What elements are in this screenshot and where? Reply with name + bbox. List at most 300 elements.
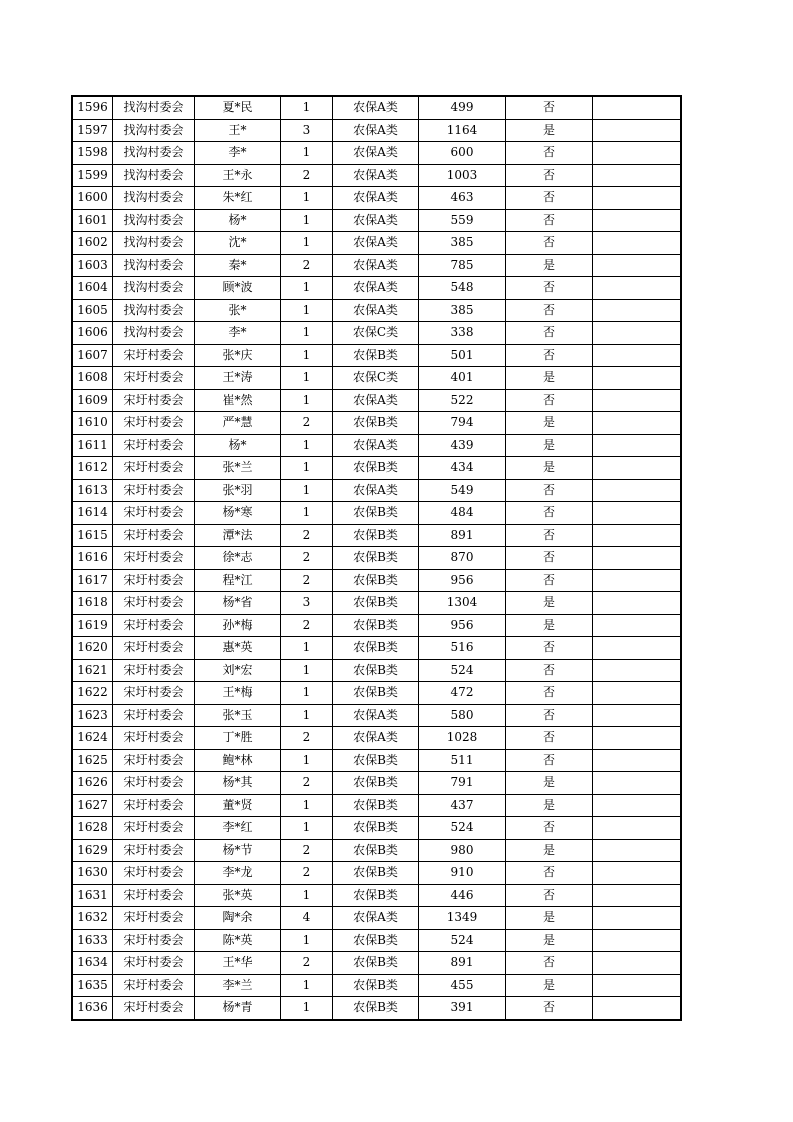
- household-size-cell: 1: [281, 794, 333, 817]
- name-cell: 刘*宏: [195, 659, 281, 682]
- village-committee-cell: 宋圩村委会: [113, 502, 195, 525]
- household-size-cell: 2: [281, 952, 333, 975]
- household-size-cell: 1: [281, 817, 333, 840]
- village-committee-cell: 宋圩村委会: [113, 907, 195, 930]
- name-cell: 王*: [195, 119, 281, 142]
- flag-cell: 否: [506, 344, 593, 367]
- household-size-cell: 2: [281, 727, 333, 750]
- flag-cell: 否: [506, 479, 593, 502]
- amount-cell: 522: [419, 389, 506, 412]
- household-size-cell: 1: [281, 457, 333, 480]
- flag-cell: 是: [506, 119, 593, 142]
- blank-cell-cell: [593, 187, 681, 210]
- village-committee-cell: 宋圩村委会: [113, 434, 195, 457]
- insurance-category-cell: 农保A类: [333, 142, 419, 165]
- table-row: [73, 277, 681, 300]
- village-committee-cell: 宋圩村委会: [113, 749, 195, 772]
- name-cell: 李*红: [195, 817, 281, 840]
- table-row: [73, 794, 681, 817]
- row-number-cell: 1625: [73, 749, 113, 772]
- village-committee-cell: 宋圩村委会: [113, 772, 195, 795]
- flag-cell: 否: [506, 749, 593, 772]
- insurance-category-cell: 农保B类: [333, 614, 419, 637]
- insurance-category-cell: 农保A类: [333, 209, 419, 232]
- name-cell: 夏*民: [195, 97, 281, 120]
- amount-cell: 455: [419, 974, 506, 997]
- name-cell: 杨*青: [195, 997, 281, 1020]
- table-row: [73, 862, 681, 885]
- flag-cell: 否: [506, 524, 593, 547]
- village-committee-cell: 宋圩村委会: [113, 704, 195, 727]
- row-number-cell: 1597: [73, 119, 113, 142]
- village-committee-cell: 宋圩村委会: [113, 997, 195, 1020]
- table-row: [73, 322, 681, 345]
- table-row: [73, 232, 681, 255]
- row-number-cell: 1635: [73, 974, 113, 997]
- row-number-cell: 1603: [73, 254, 113, 277]
- amount-cell: 484: [419, 502, 506, 525]
- data-table: [72, 96, 681, 1020]
- insurance-category-cell: 农保B类: [333, 547, 419, 570]
- table-row: [73, 659, 681, 682]
- insurance-category-cell: 农保A类: [333, 727, 419, 750]
- table-row: [73, 164, 681, 187]
- table-row: [73, 524, 681, 547]
- amount-cell: 870: [419, 547, 506, 570]
- insurance-category-cell: 农保B类: [333, 457, 419, 480]
- blank-cell-cell: [593, 614, 681, 637]
- insurance-category-cell: 农保C类: [333, 322, 419, 345]
- amount-cell: 385: [419, 299, 506, 322]
- row-number-cell: 1631: [73, 884, 113, 907]
- flag-cell: 否: [506, 727, 593, 750]
- household-size-cell: 1: [281, 434, 333, 457]
- blank-cell-cell: [593, 817, 681, 840]
- table-row: [73, 367, 681, 390]
- insurance-category-cell: 农保B类: [333, 749, 419, 772]
- household-size-cell: 1: [281, 232, 333, 255]
- name-cell: 张*: [195, 299, 281, 322]
- village-committee-cell: 找沟村委会: [113, 164, 195, 187]
- row-number-cell: 1629: [73, 839, 113, 862]
- blank-cell-cell: [593, 794, 681, 817]
- name-cell: 李*: [195, 142, 281, 165]
- household-size-cell: 1: [281, 637, 333, 660]
- blank-cell-cell: [593, 997, 681, 1020]
- village-committee-cell: 宋圩村委会: [113, 569, 195, 592]
- flag-cell: 否: [506, 299, 593, 322]
- household-size-cell: 2: [281, 614, 333, 637]
- row-number-cell: 1606: [73, 322, 113, 345]
- row-number-cell: 1600: [73, 187, 113, 210]
- blank-cell-cell: [593, 502, 681, 525]
- village-committee-cell: 宋圩村委会: [113, 727, 195, 750]
- table-row: [73, 299, 681, 322]
- blank-cell-cell: [593, 659, 681, 682]
- village-committee-cell: 找沟村委会: [113, 209, 195, 232]
- flag-cell: 否: [506, 97, 593, 120]
- blank-cell-cell: [593, 209, 681, 232]
- village-committee-cell: 找沟村委会: [113, 232, 195, 255]
- insurance-category-cell: 农保B类: [333, 682, 419, 705]
- row-number-cell: 1636: [73, 997, 113, 1020]
- village-committee-cell: 宋圩村委会: [113, 884, 195, 907]
- household-size-cell: 1: [281, 749, 333, 772]
- household-size-cell: 1: [281, 479, 333, 502]
- amount-cell: 439: [419, 434, 506, 457]
- insurance-category-cell: 农保B类: [333, 794, 419, 817]
- amount-cell: 1003: [419, 164, 506, 187]
- row-number-cell: 1614: [73, 502, 113, 525]
- flag-cell: 否: [506, 884, 593, 907]
- insurance-category-cell: 农保A类: [333, 704, 419, 727]
- insurance-category-cell: 农保A类: [333, 187, 419, 210]
- table-row: [73, 592, 681, 615]
- insurance-category-cell: 农保A类: [333, 907, 419, 930]
- insurance-category-cell: 农保B类: [333, 884, 419, 907]
- household-size-cell: 1: [281, 142, 333, 165]
- name-cell: 朱*红: [195, 187, 281, 210]
- table-row: [73, 839, 681, 862]
- row-number-cell: 1634: [73, 952, 113, 975]
- insurance-category-cell: 农保B类: [333, 412, 419, 435]
- table-row: [73, 457, 681, 480]
- name-cell: 董*贤: [195, 794, 281, 817]
- name-cell: 徐*志: [195, 547, 281, 570]
- blank-cell-cell: [593, 862, 681, 885]
- household-size-cell: 1: [281, 884, 333, 907]
- insurance-category-cell: 农保B类: [333, 839, 419, 862]
- name-cell: 陈*英: [195, 929, 281, 952]
- flag-cell: 否: [506, 209, 593, 232]
- flag-cell: 否: [506, 637, 593, 660]
- blank-cell-cell: [593, 367, 681, 390]
- name-cell: 杨*: [195, 434, 281, 457]
- amount-cell: 910: [419, 862, 506, 885]
- flag-cell: 是: [506, 412, 593, 435]
- flag-cell: 否: [506, 682, 593, 705]
- household-size-cell: 3: [281, 592, 333, 615]
- row-number-cell: 1599: [73, 164, 113, 187]
- row-number-cell: 1596: [73, 97, 113, 120]
- flag-cell: 是: [506, 254, 593, 277]
- blank-cell-cell: [593, 164, 681, 187]
- table-row: [73, 547, 681, 570]
- village-committee-cell: 宋圩村委会: [113, 682, 195, 705]
- blank-cell-cell: [593, 389, 681, 412]
- amount-cell: 580: [419, 704, 506, 727]
- flag-cell: 是: [506, 614, 593, 637]
- village-committee-cell: 宋圩村委会: [113, 479, 195, 502]
- row-number-cell: 1601: [73, 209, 113, 232]
- household-size-cell: 2: [281, 839, 333, 862]
- insurance-category-cell: 农保A类: [333, 254, 419, 277]
- blank-cell-cell: [593, 569, 681, 592]
- insurance-category-cell: 农保B类: [333, 772, 419, 795]
- amount-cell: 980: [419, 839, 506, 862]
- village-committee-cell: 宋圩村委会: [113, 524, 195, 547]
- table-row: [73, 952, 681, 975]
- household-size-cell: 2: [281, 547, 333, 570]
- blank-cell-cell: [593, 682, 681, 705]
- household-size-cell: 2: [281, 772, 333, 795]
- table-row: [73, 929, 681, 952]
- village-committee-cell: 宋圩村委会: [113, 637, 195, 660]
- blank-cell-cell: [593, 412, 681, 435]
- row-number-cell: 1610: [73, 412, 113, 435]
- name-cell: 杨*节: [195, 839, 281, 862]
- amount-cell: 501: [419, 344, 506, 367]
- household-size-cell: 2: [281, 254, 333, 277]
- blank-cell-cell: [593, 929, 681, 952]
- flag-cell: 是: [506, 592, 593, 615]
- household-size-cell: 1: [281, 929, 333, 952]
- name-cell: 孙*梅: [195, 614, 281, 637]
- amount-cell: 956: [419, 569, 506, 592]
- flag-cell: 是: [506, 907, 593, 930]
- household-size-cell: 1: [281, 659, 333, 682]
- amount-cell: 472: [419, 682, 506, 705]
- row-number-cell: 1598: [73, 142, 113, 165]
- village-committee-cell: 宋圩村委会: [113, 367, 195, 390]
- table-row: [73, 119, 681, 142]
- household-size-cell: 1: [281, 389, 333, 412]
- flag-cell: 否: [506, 502, 593, 525]
- amount-cell: 549: [419, 479, 506, 502]
- table-row: [73, 569, 681, 592]
- blank-cell-cell: [593, 952, 681, 975]
- insurance-category-cell: 农保B类: [333, 592, 419, 615]
- row-number-cell: 1624: [73, 727, 113, 750]
- name-cell: 张*兰: [195, 457, 281, 480]
- blank-cell-cell: [593, 142, 681, 165]
- blank-cell-cell: [593, 434, 681, 457]
- blank-cell-cell: [593, 277, 681, 300]
- name-cell: 王*梅: [195, 682, 281, 705]
- table-row: [73, 187, 681, 210]
- table-row: [73, 974, 681, 997]
- amount-cell: 1349: [419, 907, 506, 930]
- blank-cell-cell: [593, 479, 681, 502]
- amount-cell: 559: [419, 209, 506, 232]
- flag-cell: 否: [506, 862, 593, 885]
- blank-cell-cell: [593, 772, 681, 795]
- table-row: [73, 749, 681, 772]
- village-committee-cell: 宋圩村委会: [113, 952, 195, 975]
- flag-cell: 否: [506, 547, 593, 570]
- insurance-category-cell: 农保A类: [333, 232, 419, 255]
- table-row: [73, 97, 681, 120]
- household-size-cell: 4: [281, 907, 333, 930]
- insurance-category-cell: 农保B类: [333, 952, 419, 975]
- flag-cell: 是: [506, 929, 593, 952]
- flag-cell: 否: [506, 277, 593, 300]
- village-committee-cell: 找沟村委会: [113, 277, 195, 300]
- amount-cell: 600: [419, 142, 506, 165]
- flag-cell: 否: [506, 569, 593, 592]
- name-cell: 杨*其: [195, 772, 281, 795]
- flag-cell: 否: [506, 659, 593, 682]
- name-cell: 顾*波: [195, 277, 281, 300]
- household-size-cell: 1: [281, 97, 333, 120]
- insurance-category-cell: 农保B类: [333, 929, 419, 952]
- row-number-cell: 1602: [73, 232, 113, 255]
- blank-cell-cell: [593, 907, 681, 930]
- household-size-cell: 1: [281, 997, 333, 1020]
- table-row: [73, 479, 681, 502]
- village-committee-cell: 宋圩村委会: [113, 659, 195, 682]
- blank-cell-cell: [593, 299, 681, 322]
- blank-cell-cell: [593, 547, 681, 570]
- flag-cell: 否: [506, 142, 593, 165]
- blank-cell-cell: [593, 457, 681, 480]
- household-size-cell: 2: [281, 524, 333, 547]
- table-row: [73, 434, 681, 457]
- insurance-category-cell: 农保B类: [333, 974, 419, 997]
- name-cell: 崔*然: [195, 389, 281, 412]
- village-committee-cell: 宋圩村委会: [113, 412, 195, 435]
- flag-cell: 是: [506, 974, 593, 997]
- row-number-cell: 1608: [73, 367, 113, 390]
- insurance-category-cell: 农保B类: [333, 659, 419, 682]
- name-cell: 张*羽: [195, 479, 281, 502]
- village-committee-cell: 找沟村委会: [113, 299, 195, 322]
- blank-cell-cell: [593, 974, 681, 997]
- blank-cell-cell: [593, 97, 681, 120]
- name-cell: 潭*法: [195, 524, 281, 547]
- name-cell: 张*庆: [195, 344, 281, 367]
- household-size-cell: 2: [281, 412, 333, 435]
- table-row: [73, 502, 681, 525]
- household-size-cell: 1: [281, 322, 333, 345]
- household-size-cell: 1: [281, 502, 333, 525]
- village-committee-cell: 找沟村委会: [113, 187, 195, 210]
- table-row: [73, 727, 681, 750]
- flag-cell: 是: [506, 772, 593, 795]
- blank-cell-cell: [593, 839, 681, 862]
- household-size-cell: 1: [281, 367, 333, 390]
- insurance-category-cell: 农保B类: [333, 524, 419, 547]
- village-committee-cell: 宋圩村委会: [113, 862, 195, 885]
- village-committee-cell: 找沟村委会: [113, 142, 195, 165]
- household-size-cell: 1: [281, 299, 333, 322]
- blank-cell-cell: [593, 749, 681, 772]
- row-number-cell: 1633: [73, 929, 113, 952]
- insurance-category-cell: 农保B类: [333, 344, 419, 367]
- household-size-cell: 1: [281, 682, 333, 705]
- table-row: [73, 344, 681, 367]
- flag-cell: 否: [506, 952, 593, 975]
- row-number-cell: 1630: [73, 862, 113, 885]
- amount-cell: 516: [419, 637, 506, 660]
- insurance-category-cell: 农保B类: [333, 862, 419, 885]
- table-row: [73, 772, 681, 795]
- row-number-cell: 1626: [73, 772, 113, 795]
- row-number-cell: 1619: [73, 614, 113, 637]
- amount-cell: 511: [419, 749, 506, 772]
- amount-cell: 794: [419, 412, 506, 435]
- flag-cell: 否: [506, 704, 593, 727]
- village-committee-cell: 宋圩村委会: [113, 974, 195, 997]
- blank-cell-cell: [593, 322, 681, 345]
- amount-cell: 524: [419, 659, 506, 682]
- name-cell: 丁*胜: [195, 727, 281, 750]
- blank-cell-cell: [593, 232, 681, 255]
- village-committee-cell: 宋圩村委会: [113, 839, 195, 862]
- name-cell: 惠*英: [195, 637, 281, 660]
- name-cell: 李*: [195, 322, 281, 345]
- insurance-category-cell: 农保A类: [333, 389, 419, 412]
- row-number-cell: 1620: [73, 637, 113, 660]
- amount-cell: 524: [419, 817, 506, 840]
- table-row: [73, 412, 681, 435]
- insurance-category-cell: 农保B类: [333, 997, 419, 1020]
- flag-cell: 是: [506, 457, 593, 480]
- row-number-cell: 1623: [73, 704, 113, 727]
- name-cell: 王*华: [195, 952, 281, 975]
- village-committee-cell: 宋圩村委会: [113, 457, 195, 480]
- row-number-cell: 1604: [73, 277, 113, 300]
- name-cell: 张*玉: [195, 704, 281, 727]
- insurance-category-cell: 农保A类: [333, 479, 419, 502]
- household-size-cell: 1: [281, 344, 333, 367]
- flag-cell: 是: [506, 839, 593, 862]
- name-cell: 秦*: [195, 254, 281, 277]
- village-committee-cell: 宋圩村委会: [113, 547, 195, 570]
- blank-cell-cell: [593, 524, 681, 547]
- amount-cell: 499: [419, 97, 506, 120]
- table-row: [73, 614, 681, 637]
- row-number-cell: 1613: [73, 479, 113, 502]
- row-number-cell: 1628: [73, 817, 113, 840]
- blank-cell-cell: [593, 592, 681, 615]
- insurance-category-cell: 农保A类: [333, 97, 419, 120]
- amount-cell: 791: [419, 772, 506, 795]
- amount-cell: 385: [419, 232, 506, 255]
- name-cell: 陶*余: [195, 907, 281, 930]
- table-row: [73, 637, 681, 660]
- amount-cell: 785: [419, 254, 506, 277]
- row-number-cell: 1622: [73, 682, 113, 705]
- row-number-cell: 1615: [73, 524, 113, 547]
- household-size-cell: 2: [281, 862, 333, 885]
- amount-cell: 434: [419, 457, 506, 480]
- village-committee-cell: 找沟村委会: [113, 322, 195, 345]
- name-cell: 杨*省: [195, 592, 281, 615]
- blank-cell-cell: [593, 254, 681, 277]
- table-body: [73, 97, 681, 1020]
- amount-cell: 891: [419, 952, 506, 975]
- village-committee-cell: 宋圩村委会: [113, 929, 195, 952]
- insurance-category-cell: 农保A类: [333, 277, 419, 300]
- table-row: [73, 884, 681, 907]
- name-cell: 李*兰: [195, 974, 281, 997]
- household-size-cell: 1: [281, 187, 333, 210]
- blank-cell-cell: [593, 344, 681, 367]
- flag-cell: 是: [506, 434, 593, 457]
- name-cell: 张*英: [195, 884, 281, 907]
- name-cell: 程*江: [195, 569, 281, 592]
- name-cell: 王*涛: [195, 367, 281, 390]
- flag-cell: 否: [506, 997, 593, 1020]
- village-committee-cell: 宋圩村委会: [113, 344, 195, 367]
- name-cell: 沈*: [195, 232, 281, 255]
- name-cell: 杨*寒: [195, 502, 281, 525]
- flag-cell: 是: [506, 367, 593, 390]
- village-committee-cell: 宋圩村委会: [113, 592, 195, 615]
- row-number-cell: 1605: [73, 299, 113, 322]
- blank-cell-cell: [593, 884, 681, 907]
